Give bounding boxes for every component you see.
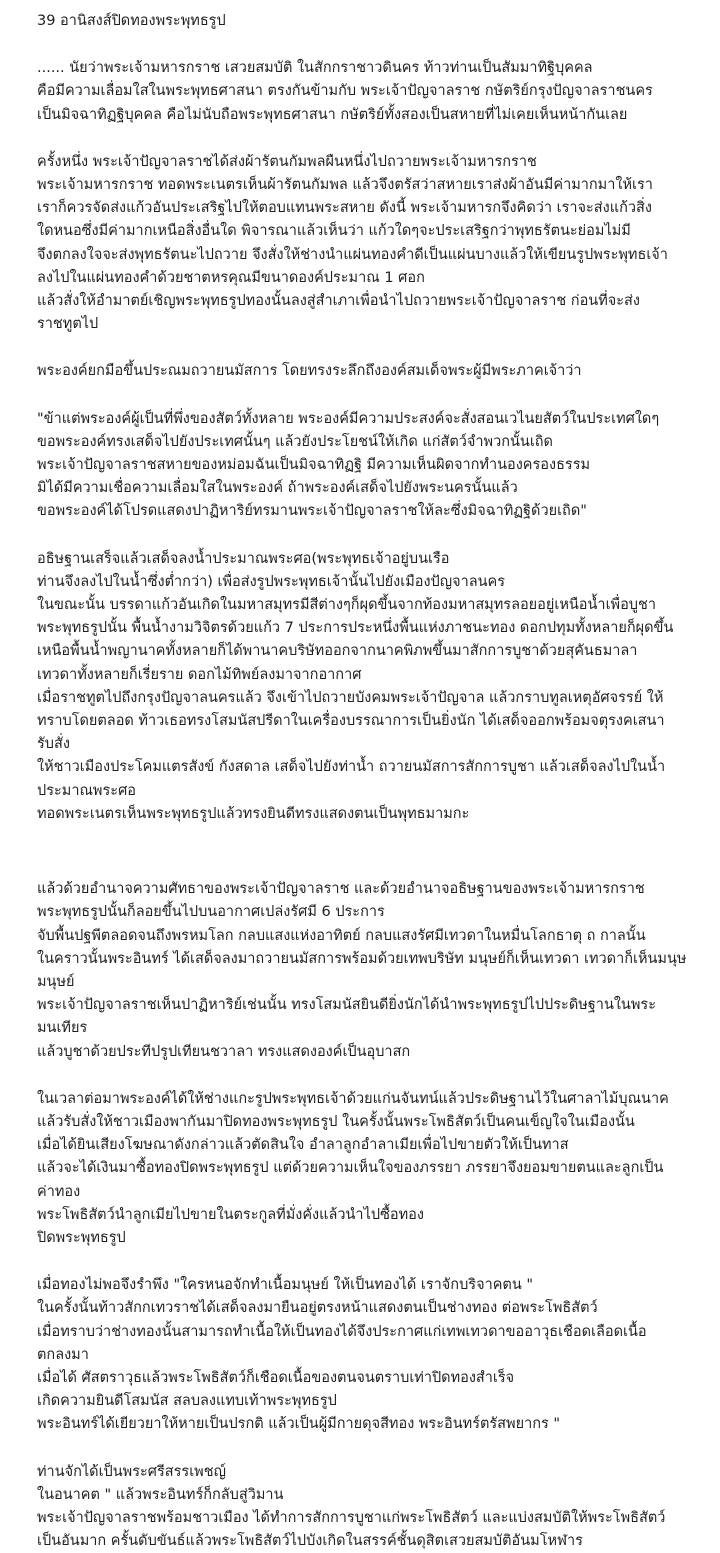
text-line: พระเจ้าปัญจาลราชสหายของหม่อมฉันเป็นมิจฉาทิฏฐิ มีความเห็นผิดจากทำนองครองธรรม [37, 457, 591, 474]
text-line: ในขณะนั้น บรรดาแก้วอันเกิดในมหาสมุทรมีสีต่างๆก็ผุดขึ้นจากท้องมหาสมุทรลอยอยู่เหนือน้ำเพื่อบูชา [37, 597, 656, 614]
text-line: ในคราวนั้นพระอินทร์ ได้เสด็จลงมาถวายนมัสการพร้อมด้วยเทพบริษัท มนุษย์ก็เห็นเทวดา เทวดาก็เห็นมนุษ [37, 950, 687, 967]
text-line: ใดหนอซึ่งมีค่ามากเหนือสิ่งอื่นใด พิจารณาแล้วเห็นว่า แก้วใดๆจะประเสริฐกว่าพุทธรัตนะย่อมไม่มี [37, 223, 631, 240]
text-line: ท่านจึงลงไปในน้ำซึ่งต่ำกว่า) เพื่อส่งรูปพระพุทธเจ้านั้นไปยังเมืองปัญจาลนคร [37, 573, 506, 590]
text-line: ราชทูตไป [37, 316, 99, 333]
text-line: เมื่อได้ ศัสตราวุธแล้วพระโพธิสัตว์ก็เชือดเนื้อของตนจนตราบเท่าปิดทองสำเร็จ [37, 1369, 515, 1386]
text-line: เป็นมิจฉาทิฏฐิบุคคล คือไม่นับถือพระพุทธศาสนา กษัตริย์ทั้งสองเป็นสหายที่ไม่เคยเห็นหน้ากันเลย [37, 106, 628, 123]
text-line: ค่าทอง [37, 1183, 81, 1200]
text-line: มิได้มีความเชื่อความเลื่อมใสในพระองค์ ถ้าพระองค์เสด็จไปยังพระนครนั้นแล้ว [37, 480, 518, 497]
text-line: "ข้าแต่พระองค์ผู้เป็นที่พึ่งของสัตว์ทั้งหลาย พระองค์มีความประสงค์จะสั่งสอนเวไนยสัตว์ในประเทศใดๆ [37, 410, 660, 427]
paragraph [37, 1461, 710, 1553]
text-line: ลงไปในแผ่นทองคำด้วยชาตหรคุณมีขนาดองค์ประมาณ 1 ศอก [37, 269, 425, 286]
paragraph [37, 878, 710, 1064]
text-line: เมื่อทองไม่พอจึงรำพึง "ใครหนอจักทำเนื้อมนุษย์ ให้เป็นทองได้ เราจักบริจาคตน " [37, 1277, 534, 1294]
text-line: ในครั้งนั้นท้าวสักกเทวราชได้เสด็จลงมายืนอยู่ตรงหน้าแสดงตนเป็นช่างทอง ต่อพระโพธิสัตว์ [37, 1300, 598, 1317]
text-line: ตกลงมา [37, 1346, 89, 1363]
text-line: แล้วรับสั่งให้ชาวเมืองพากันมาปิดทองพระพุทธรูป ในครั้งนั้นพระโพธิสัตว์เป็นคนเข็ญใจในเมืองนั้น [37, 1113, 635, 1130]
text-line: พระเจ้ามหารกราช ทอดพระเนตรเห็นผ้ารัตนกัมพล แล้วจึงตรัสว่าสหายเราส่งผ้าอันมีค่ามากมาให้เรา [37, 177, 653, 194]
text-line: เมื่อได้ยินเสียงโฆษณาดังกล่าวแล้วตัดสินใจ อำลาลูกอำลาเมียเพื่อไปขายตัวให้เป็นทาส [37, 1137, 569, 1154]
text-line: ทราบโดยตลอด ท้าวเธอทรงโสมนัสปรีดาในเครื่องบรรณาการเป็นยิ่งนัก ได้เสด็จออกพร้อมจตุรงคเสนา [37, 713, 665, 730]
text-line: มนเทียร [37, 1020, 88, 1037]
text-line: พระอินทร์ได้เยียวยาให้หายเป็นปรกติ แล้วเป็นผู้มีกายดุจสีทอง พระอินทร์ตรัสพยากร " [37, 1416, 561, 1433]
paragraph [37, 57, 710, 127]
text-line: ท่านจักได้เป็นพระศรีสรรเพชญ์ [37, 1463, 226, 1480]
text-line: ประมาณพระศอ [37, 782, 136, 799]
text-line: เป็นอันมาก ครั้นดับขันธ์แล้วพระโพธิสัตว์ไปบังเกิดในสรรค์ชั้นดุสิตเสวยสมบัติอันมโหฬาร [37, 1533, 583, 1550]
text-line: ทอดพระเนตรเห็นพระพุทธรูปแล้วทรงยินดีทรงแสดงตนเป็นพุทธมามกะ [37, 805, 470, 822]
document-title: 39 อานิสงส์ปิดทองพระพุทธรูป [37, 13, 226, 29]
paragraph [37, 1088, 710, 1250]
text-line: ให้ชาวเมืองประโคมแตรสังข์ กังสดาล เสด็จไปยังท่าน้ำ ถวายนมัสการสักการบูชา แล้วเสด็จลงไปในน้ำ [37, 759, 666, 776]
text-line: รับสั่ง [37, 736, 70, 753]
text-line: พระเจ้าปัญจาลราชเห็นปาฏิหาริย์เช่นนั้น ทรงโสมนัสยินดียิ่งนักได้นำพระพุทธรูปไปประดิษฐานในพระ [37, 997, 656, 1014]
paragraph [37, 1274, 710, 1436]
text-line: เกิดความยินดีโสมนัส สลบลงแทบเท้าพระพุทธรูป [37, 1393, 337, 1410]
text-line: ขอพระองค์ได้โปรดแสดงปาฏิหาริย์ทรมานพระเจ้าปัญจาลราชให้ละซึ่งมิจฉาทิฏฐิด้วยเถิด" [37, 503, 587, 520]
text-line: ขอพระองค์ทรงเสด็จไปยังประเทศนั้นๆ แล้วยังประโยชน์ให้เกิด แก่สัตว์จำพวกนั้นเถิด [37, 433, 553, 450]
text-line: ครั้งหนึ่ง พระเจ้าปัญจาลราชได้ส่งผ้ารัตนกัมพลผืนหนึ่งไปถวายพระเจ้ามหารกราช [37, 153, 537, 170]
text-line: อธิษฐานเสร็จแล้วเสด็จลงน้ำประมาณพระศอ(พระพุทธเจ้าอยู่บนเรือ [37, 550, 450, 567]
paragraph [37, 408, 710, 524]
text-line: มนุษย์ [37, 973, 75, 990]
text-line: พระโพธิสัตว์นำลูกเมียไปขายในตระกูลที่มั่งคั่งแล้วนำไปซื้อทอง [37, 1206, 424, 1223]
text-line: แล้วบูชาด้วยประทีปรูปเทียนชวาลา ทรงแสดงองค์เป็นอุบาสก [37, 1043, 411, 1060]
document-body [37, 57, 710, 1553]
paragraph [37, 151, 710, 337]
text-line: ...... นัยว่าพระเจ้ามหารกราช เสวยสมบัติ ในสักกราชาวดินคร ท้าวท่านเป็นสัมมาทิฐิบุคคล [37, 60, 593, 77]
text-line: พระองค์ยกมือขึ้นประณมถวายนมัสการ โดยทรงระลึกถึงองค์สมเด็จพระผู้มีพระภาคเจ้าว่า [37, 363, 582, 380]
text-line: ในเวลาต่อมาพระองค์ได้ให้ช่างแกะรูปพระพุทธเจ้าด้วยแก่นจันทน์แล้วประดิษฐานไว้ในศาลาไม้บุณนาค [37, 1090, 669, 1107]
text-line: แล้วด้วยอำนาจความศัทธาของพระเจ้าปัญจาลราช และด้วยอำนาจอธิษฐานของพระเจ้ามหารกราช [37, 881, 645, 898]
paragraph [37, 360, 710, 383]
text-line: จับพื้นปฐพีตลอดจนถึงพรหมโลก กลบแสงแห่งอาทิตย์ กลบแสงรัศมีเทวดาในหมื่นโลกธาตุ ถ กาลนั้น [37, 927, 646, 944]
text-line: คือมีความเลื่อมใสในพระพุทธศาสนา ตรงกันข้ามกับ พระเจ้าปัญจาลราช กษัตริย์กรุงปัญจาลราชนคร [37, 83, 653, 100]
text-line: จึงตกลงใจจะส่งพุทธรัตนะไปถวาย จึงสั่งให้ช่างนำแผ่นทองคำดีเป็นแผ่นบางแล้วให้เขียนรูปพระพุทธเจ้า [37, 246, 668, 263]
text-line: เมื่อราชทูตไปถึงกรุงปัญจาลนครแล้ว จึงเข้าไปถวายบังคมพระเจ้าปัญจาล แล้วกราบทูลเหตุอัศจรรย์ ให้ [37, 689, 664, 706]
text-line: พระเจ้าปัญจาลราชพร้อมชาวเมือง ได้ทำการสักการบูชาแก่พระโพธิสัตว์ และแบ่งสมบัติให้พระโพธิสัตว์ [37, 1509, 666, 1526]
text-line: ปิดพระพุทธรูป [37, 1229, 126, 1246]
text-line: พระพุทธรูปนั้นก็ลอยขึ้นไปบนอากาศเปล่งรัศมี 6 ประการ [37, 904, 385, 921]
text-line: เราก็ควรจัดส่งแก้วอันประเสริฐไปให้ตอบแทนพระสหาย ดังนี้ พระเจ้ามหารกจึงคิดว่า เราจะส่งแก้วสิ่ง [37, 200, 652, 217]
text-line: เทวดาทั้งหลายก็เรี่ยราย ดอกไม้ทิพย์ลงมาจากอากาศ [37, 666, 362, 683]
paragraph [37, 548, 710, 826]
text-line: แล้วจะได้เงินมาซื้อทองปิดพระพุทธรูป แต่ด้วยความเห็นใจของภรรยา ภรรยาจึงยอมขายตนและลูกเป็น [37, 1160, 664, 1177]
text-line: เหนือพื้นน้ำพญานาคทั้งหลายก็ได้พานาคบริษัทออกจากนาคพิภพขึ้นมาสักการบูชาด้วยสุคันธมาลา [37, 643, 638, 660]
text-line: เมื่อทราบว่าช่างทองนั้นสามารถทำเนื้อให้เป็นทองได้จึงประกาศแก่เทพเทวดาขออาวุธเชือดเลือดเนื้อ [37, 1323, 647, 1340]
text-line: แล้วสั่งให้อำมาตย์เชิญพระพุทธรูปทองนั้นลงสู่สำเภาเพื่อนำไปถวายพระเจ้าปัญจาลราช ก่อนที่จะส่ง [37, 293, 640, 310]
text-line: ในอนาคต " แล้วพระอินทร์ก็กลับสู่วิมาน [37, 1486, 284, 1503]
text-line: พระพุทธรูปนั้น พื้นน้ำงามวิจิตรด้วยแก้ว 7 ประการประหนึ่งพื้นแห่งภาชนะทอง ดอกปทุมทั้งหลายก็ผุดขึ้น [37, 620, 674, 637]
